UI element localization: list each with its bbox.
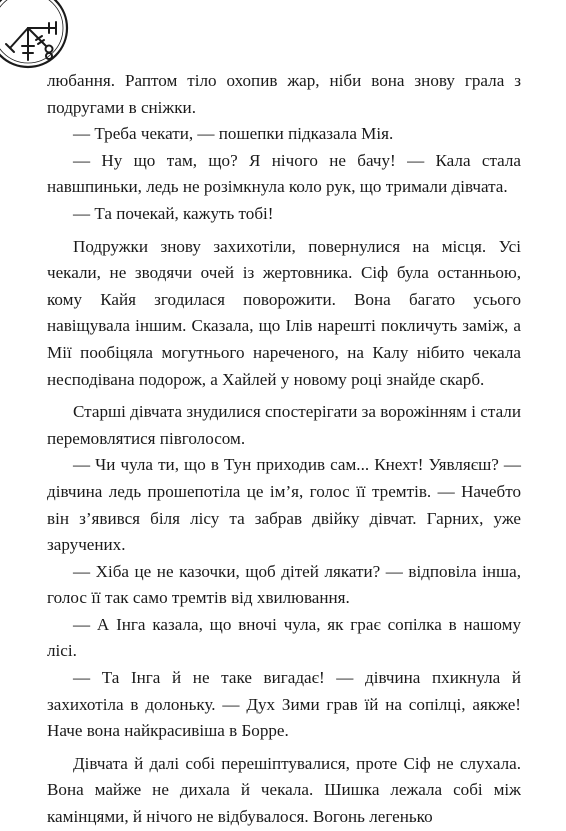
paragraph: Старші дівчата знудилися спостерігати за ворожінням і стали перемовлятися півголосом. <box>47 402 521 448</box>
paragraph: Подружки знову захихотіли, повернулися на місця. Усі чекали, не зводячи очей із жертовника. Сіф була останньою, кому Кайя згодилася поворожити. Вона багато усього навіщувала іншим. Сказала, що Ілів нарешті покличуть заміж, а Мії пообіцяла могутнього нареченого, на Калу нібито чекала несподівана подорож, а Хайлей у новому році знайде скарб. <box>47 236 521 389</box>
dialogue-line: — Хіба це не казочки, щоб дітей лякати? — відповіла інша, голос її так само тремтів від хвилювання. <box>47 561 521 608</box>
rune-compass-icon <box>0 0 70 70</box>
dialogue-line: — Ну що там, що? Я нічого не бачу! — Кала стала навшпиньки, ледь не розімкнула коло рук, що тримали дівчата. <box>47 150 521 197</box>
dialogue-line: — Чи чула ти, що в Тун приходив сам... Кнехт! Уявляєш? — дівчина ледь прошепотіла це ім’я, голос її тремтів. — Начебто він з’явився біля лісу та забрав двійку дівчат. Гарних, уже заручених. <box>47 455 521 555</box>
body-text <box>47 68 521 831</box>
dialogue-line: — Треба чекати, — пошепки підказала Мія. <box>73 124 394 144</box>
dialogue-line: — Та Інга й не таке вигадає! — дівчина пхикнула й захихотіла в долоньку. — Дух Зими грав їй на сопілці, аякже! Наче вона найкрасивіша в Борре. <box>47 668 521 741</box>
dialogue-line: — Та почекай, кажуть тобі! <box>73 203 274 223</box>
paragraph-continuation: любання. Раптом тіло охопив жар, ніби вона знову грала з подругами в сніжки. <box>47 71 521 117</box>
paragraph: Дівчата й далі собі перешіптувалися, проте Сіф не слухала. Вона майже не дихала й чекала. Шишка лежала собі між камінцями, й нічого не відбувалося. Вогонь легенько <box>47 753 521 827</box>
dialogue-line: — А Інга казала, що вночі чула, як грає сопілка в нашому лісі. <box>47 614 521 661</box>
